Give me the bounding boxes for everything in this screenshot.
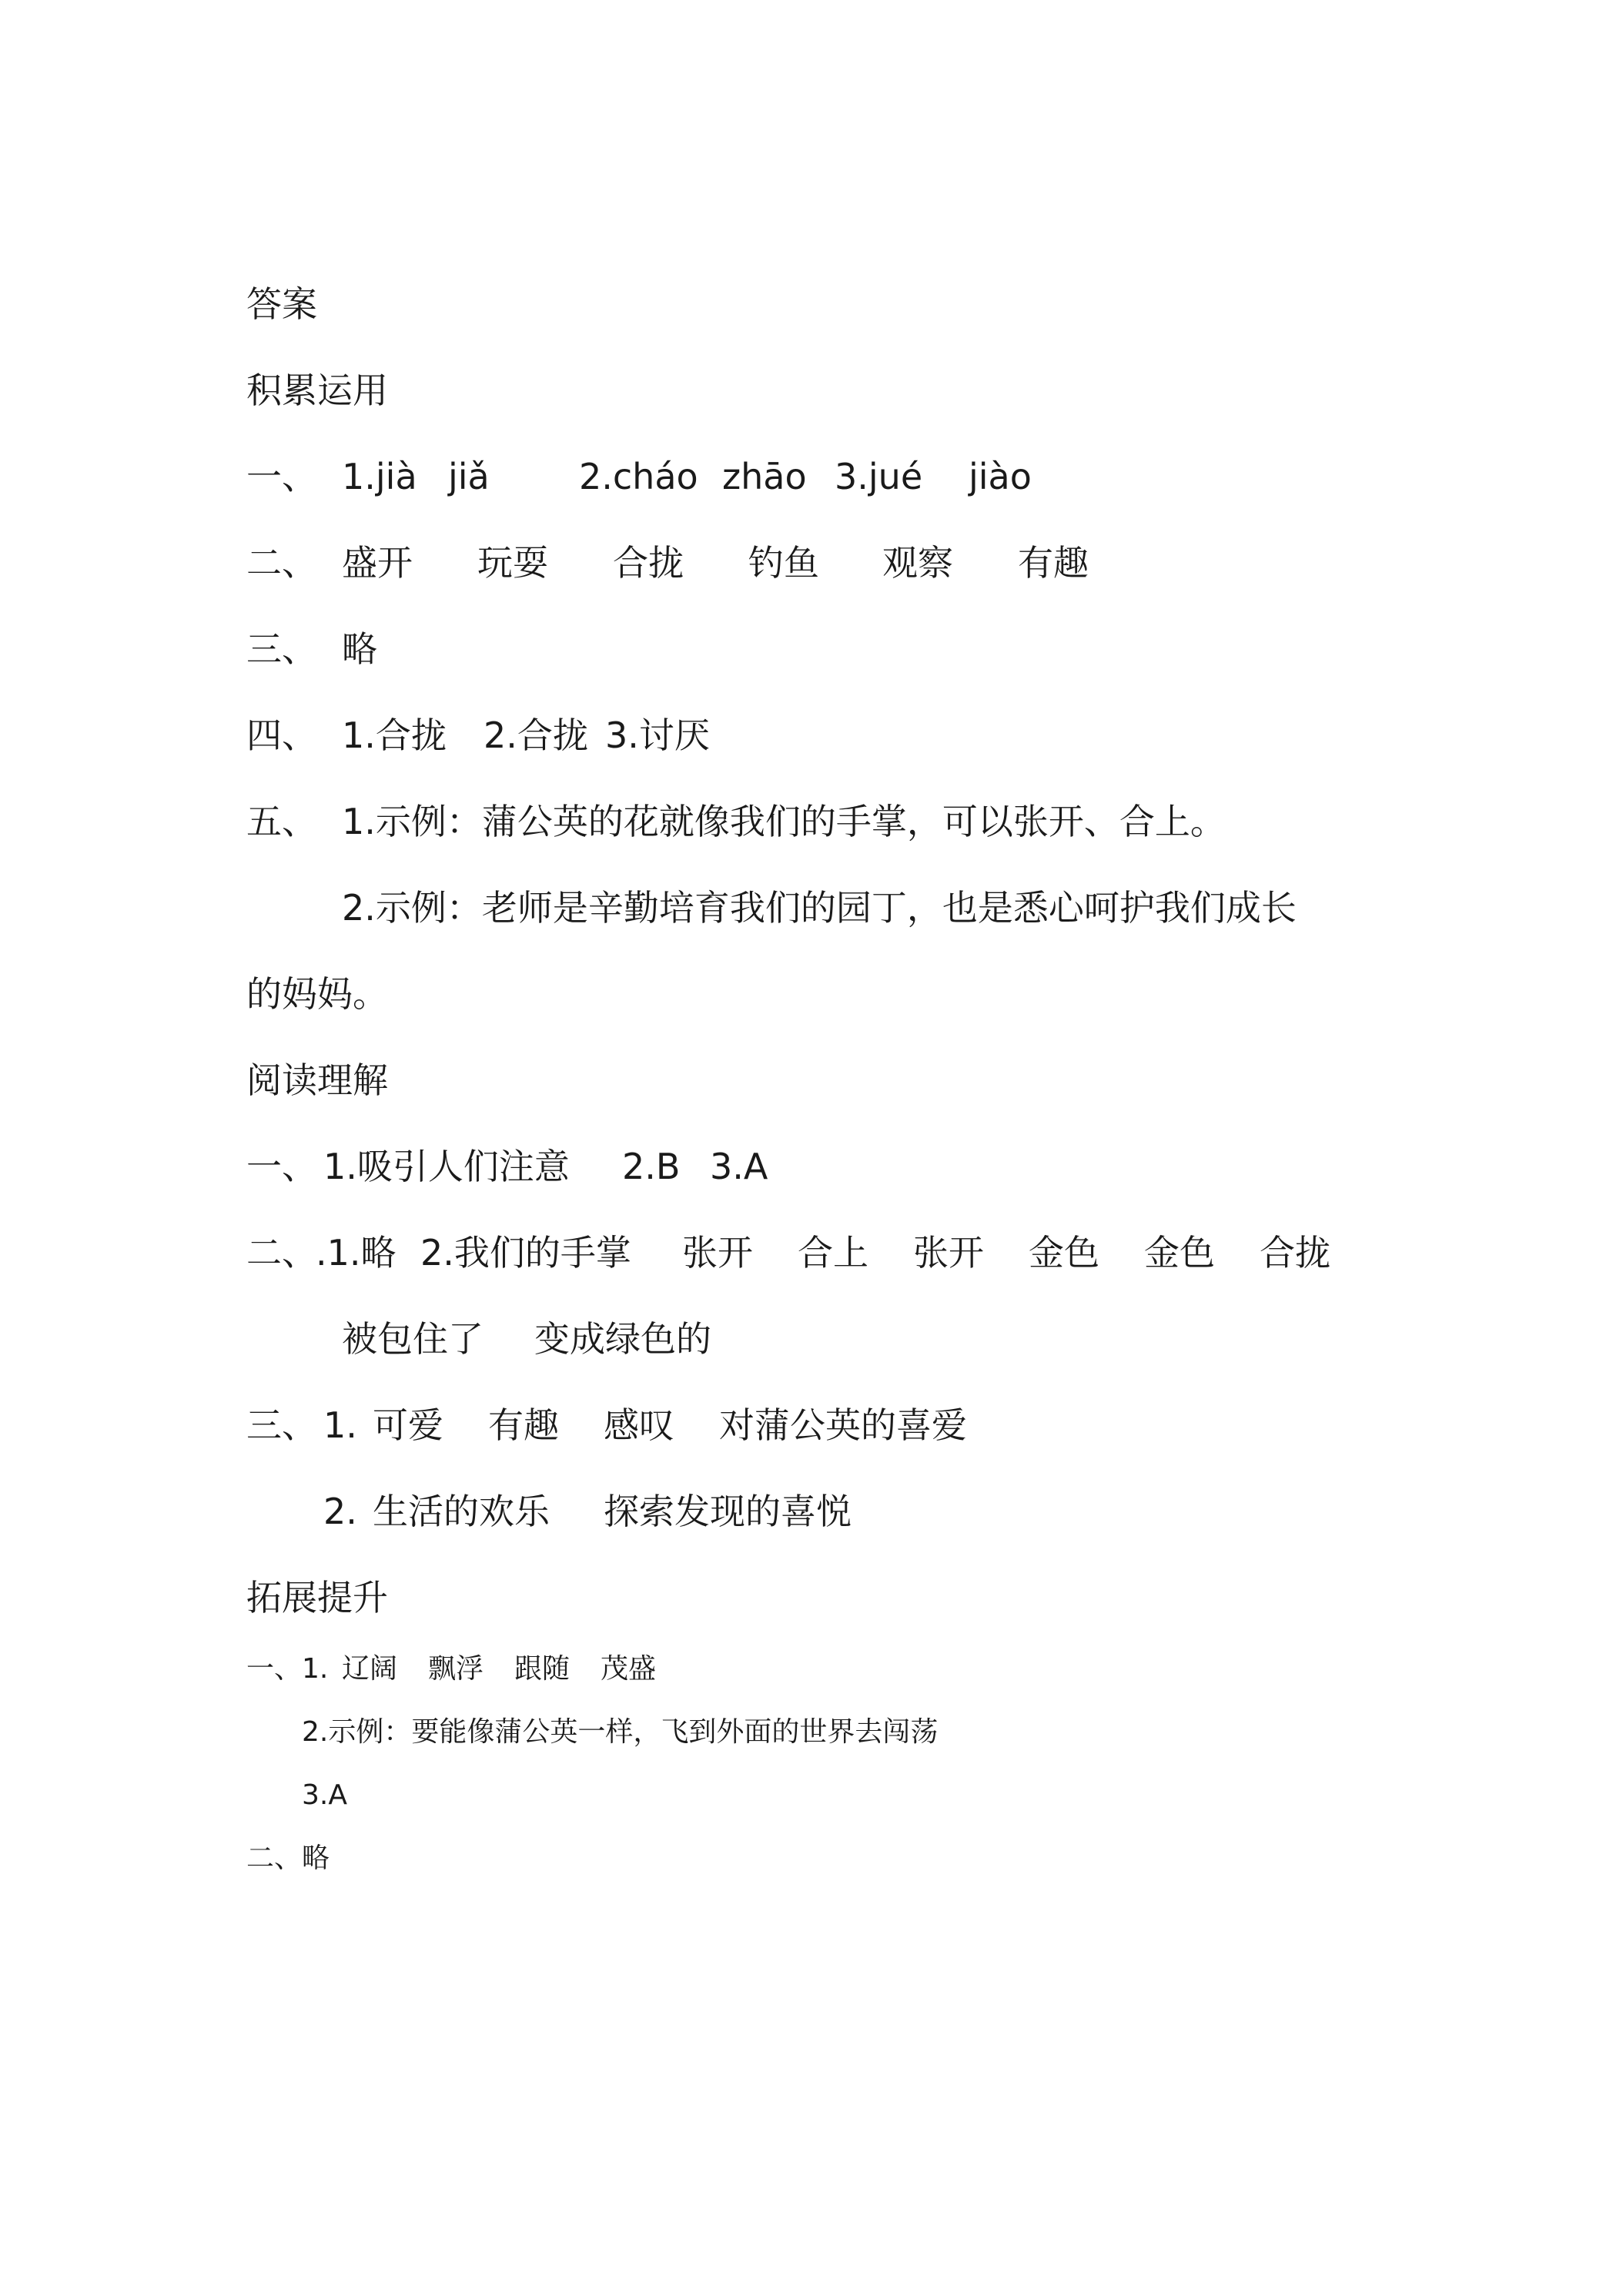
answer-item: 观察 bbox=[882, 542, 953, 584]
accumulate-q1 bbox=[246, 456, 1170, 497]
reading-q1 bbox=[246, 1146, 1016, 1187]
page-title: 答案 bbox=[246, 283, 317, 325]
answer-item: 张开 bbox=[682, 1232, 753, 1274]
answer-item: 3.讨厌 bbox=[605, 715, 710, 756]
answer-item: 2.示例：要能像蒲公英一样，飞到外面的世界去闯荡 bbox=[302, 1716, 939, 1748]
answer-item: 1.吸引人们注意 bbox=[323, 1146, 570, 1187]
answer-item: 张开 bbox=[913, 1232, 984, 1274]
answer-item: 金色 bbox=[1144, 1232, 1215, 1274]
answer-item: 钓鱼 bbox=[748, 542, 819, 584]
reading-q2-continued bbox=[342, 1318, 958, 1360]
section-heading-accumulate: 积累运用 bbox=[246, 370, 388, 411]
answer-item: 1.示例：蒲公英的花就像我们的手掌，可以张开、合上。 bbox=[342, 801, 1226, 842]
answer-item: 对蒲公英的喜爱 bbox=[719, 1404, 967, 1446]
answer-item: 茂盛 bbox=[601, 1653, 657, 1685]
answer-item: 有趣 bbox=[488, 1404, 559, 1446]
accumulate-q5 bbox=[246, 801, 1401, 842]
answer-item: 被包住了 bbox=[342, 1318, 484, 1360]
answer-item: 探索发现的喜悦 bbox=[604, 1491, 852, 1532]
accumulate-q3 bbox=[246, 628, 708, 670]
answer-item: jiào bbox=[969, 456, 1032, 497]
answer-item: 1. bbox=[323, 1404, 357, 1446]
answer-item: 2.合拢 bbox=[484, 715, 588, 756]
question-number: 三、 bbox=[246, 628, 317, 670]
question-number: 二、 bbox=[246, 542, 317, 584]
answer-item: 跟随 bbox=[514, 1653, 571, 1685]
answer-item: 盛开 bbox=[342, 542, 413, 584]
answer-item: 合上 bbox=[798, 1232, 868, 1274]
accumulate-q2 bbox=[246, 542, 1247, 584]
extend-q1 bbox=[246, 1655, 939, 1686]
accumulate-q4 bbox=[246, 715, 1016, 756]
question-number: 五、 bbox=[246, 801, 317, 842]
answer-item: 2. bbox=[323, 1491, 357, 1532]
answer-item: 3.jué bbox=[835, 456, 923, 497]
answer-item: 1.jià bbox=[342, 456, 417, 497]
answer-item: 可爱 bbox=[373, 1404, 443, 1446]
answer-item: 有趣 bbox=[1018, 542, 1089, 584]
answer-item-continued: 的妈妈。 bbox=[246, 973, 388, 1015]
answer-item: 1.合拢 bbox=[342, 715, 447, 756]
answer-item: .1.略 bbox=[316, 1232, 397, 1274]
answer-item: zhāo bbox=[722, 456, 807, 497]
answer-item: 2.B bbox=[622, 1146, 681, 1187]
question-number: 四、 bbox=[246, 715, 317, 756]
answer-item: 2.我们的手掌 bbox=[420, 1232, 631, 1274]
answer-item: 3.A bbox=[302, 1779, 347, 1811]
reading-q2 bbox=[246, 1232, 1401, 1274]
question-number: 三、 bbox=[246, 1404, 317, 1446]
answer-item: 略 bbox=[342, 628, 377, 670]
answer-item: 略 bbox=[302, 1842, 330, 1874]
reading-q3 bbox=[246, 1404, 1170, 1446]
question-number: 二、 bbox=[246, 1842, 303, 1874]
answer-item: 生活的欢乐 bbox=[373, 1491, 550, 1532]
extend-q2 bbox=[246, 1842, 554, 1876]
question-number: 一、 bbox=[246, 1653, 303, 1685]
question-number: 一、 bbox=[246, 456, 317, 497]
answer-item: 合拢 bbox=[1260, 1232, 1330, 1274]
question-number: 二、 bbox=[246, 1232, 317, 1274]
answer-item: 合拢 bbox=[613, 542, 684, 584]
answer-item: 2.cháo bbox=[579, 456, 698, 497]
answer-item: 2.示例：老师是辛勤培育我们的园丁，也是悉心呵护我们成长 bbox=[342, 887, 1297, 929]
answer-item: 3.A bbox=[710, 1146, 768, 1187]
answer-item: 辽阔 bbox=[342, 1653, 398, 1685]
answer-item: 玩耍 bbox=[477, 542, 548, 584]
answer-item: 1. bbox=[302, 1653, 329, 1685]
answer-item: 金色 bbox=[1029, 1232, 1099, 1274]
question-number: 一、 bbox=[246, 1146, 317, 1187]
answer-item: jiǎ bbox=[448, 456, 490, 497]
answer-item: 感叹 bbox=[604, 1404, 674, 1446]
section-heading-extend: 拓展提升 bbox=[246, 1577, 388, 1618]
answer-item: 变成绿色的 bbox=[534, 1318, 711, 1360]
reading-q3-line2 bbox=[323, 1491, 1016, 1532]
answer-item: 飘浮 bbox=[428, 1653, 484, 1685]
section-heading-reading: 阅读理解 bbox=[246, 1059, 388, 1101]
